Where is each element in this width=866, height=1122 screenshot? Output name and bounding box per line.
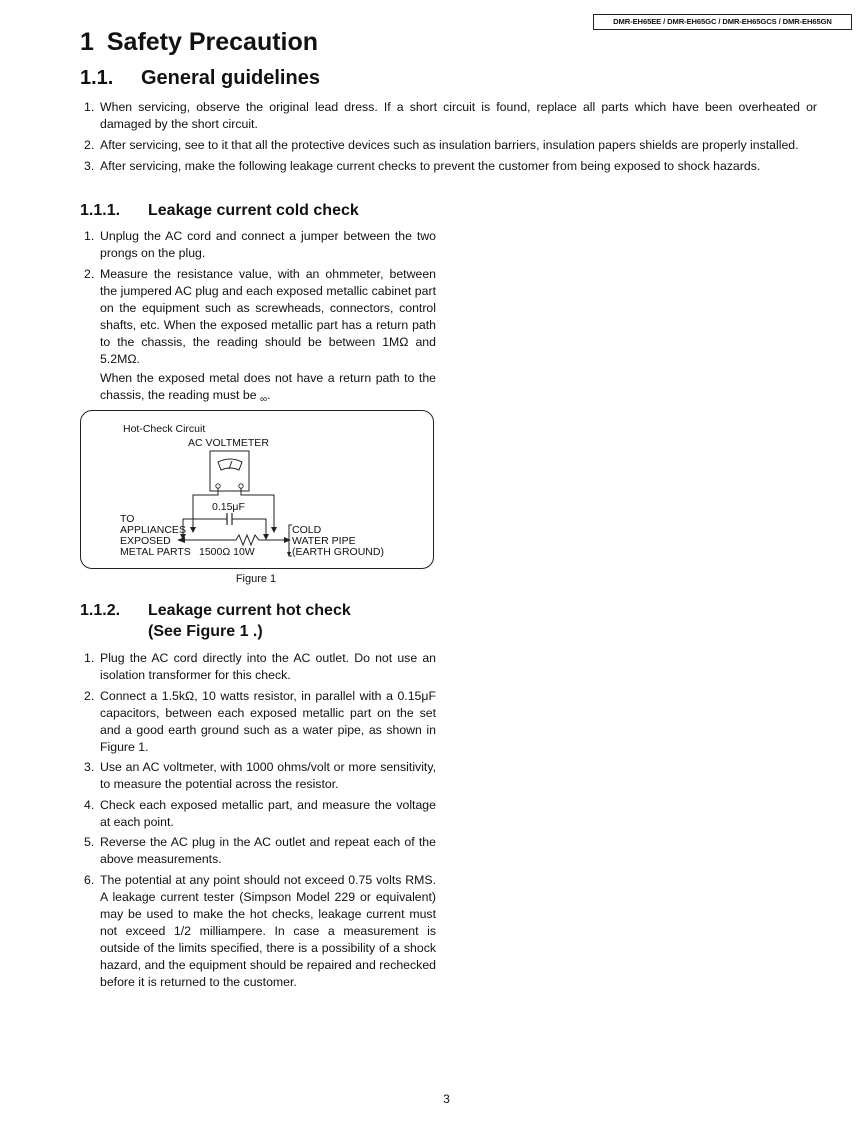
right-label-line-3: (EARTH GROUND) <box>292 546 384 558</box>
item-number: 2. <box>84 266 95 281</box>
cold-check-list <box>84 228 436 371</box>
section-title: Safety Precaution <box>106 28 319 56</box>
item-number: 4. <box>84 797 95 812</box>
item-number: 2. <box>84 688 95 703</box>
page-number: 3 <box>443 1092 450 1106</box>
item-number: 3. <box>84 159 95 173</box>
list-item <box>84 99 817 133</box>
left-label-line-4: METAL PARTS <box>120 546 191 558</box>
section-heading <box>80 28 318 57</box>
cold-check-number: 1.1.1. <box>80 202 121 219</box>
item-text: Use an AC voltmeter, with 1000 ohms/volt or more sensitivity, to measure the potential across the resistor. <box>100 760 436 791</box>
list-item <box>84 228 436 262</box>
subsection-title: General guidelines <box>141 67 320 89</box>
item-number: 5. <box>84 835 95 849</box>
item-number: 1. <box>84 651 95 665</box>
list-item <box>84 872 436 991</box>
list-item <box>84 158 817 175</box>
item-text: Check each exposed metallic part, and measure the voltage at each point. <box>100 797 436 829</box>
section-number: 1 <box>80 28 94 56</box>
general-guidelines-list <box>84 99 817 179</box>
item-number: 3. <box>84 760 95 774</box>
list-item <box>84 650 436 684</box>
item-text: Plug the AC cord directly into the AC outlet. Do not use an isolation transformer for this check. <box>100 651 436 682</box>
item-number: 1. <box>84 229 95 243</box>
hot-check-heading <box>80 600 351 642</box>
cold-check-note <box>100 370 436 408</box>
item-text: Connect a 1.5kΩ, 10 watts resistor, in parallel with a 0.15μF capacitors, between each exposed metallic part on the set and a good earth ground such as a water pipe, as shown in Figure 1. <box>100 688 436 754</box>
voltmeter-label: AC VOLTMETER <box>188 437 269 449</box>
hot-check-subtitle: (See Figure 1 .) <box>148 623 263 640</box>
item-number: 6. <box>84 872 95 887</box>
item-text: The potential at any point should not exceed 0.75 volts RMS. A leakage current tester (Simpson Model 229 or equivalent) may be used to make the hot checks, leakage current must not exceed 1/2 milliampere. In case a measurement is outside of the limits specified, there is a possibility of a shock hazard, and the equipment should be repaired and rechecked before it is returned to the customer. <box>100 872 436 989</box>
item-text: After servicing, make the following leakage current checks to prevent the customer from being exposed to shock hazards. <box>100 159 761 173</box>
list-item <box>84 759 436 793</box>
list-item <box>84 834 436 868</box>
left-label-line-3: EXPOSED <box>120 535 171 547</box>
note-text: When the exposed metal does not have a return path to the chassis, the reading must be <box>100 371 436 402</box>
model-number-header: DMR-EH65EE / DMR-EH65GC / DMR-EH65GCS / DMR-EH65GN <box>593 14 852 30</box>
resistor-label: 1500Ω 10W <box>199 546 255 558</box>
left-label-line-1: TO <box>120 513 135 525</box>
hot-check-circuit-figure <box>80 410 434 569</box>
right-label-line-1: COLD <box>292 524 322 536</box>
list-item <box>84 266 436 368</box>
item-number: 1. <box>84 100 95 114</box>
note-end: . <box>267 388 271 402</box>
subsection-number: 1.1. <box>80 67 114 89</box>
item-text: After servicing, see to it that all the protective devices such as insulation barriers, insulation papers shields are properly installed. <box>100 138 799 152</box>
item-text: Reverse the AC plug in the AC outlet and repeat each of the above measurements. <box>100 835 436 866</box>
list-item <box>84 137 817 154</box>
list-item <box>84 688 436 756</box>
subsection-heading <box>80 67 320 90</box>
item-text: Unplug the AC cord and connect a jumper between the two prongs on the plug. <box>100 229 436 260</box>
hot-check-list <box>84 650 436 994</box>
left-label-line-2: APPLIANCES <box>120 524 186 536</box>
figure-caption: Figure 1 <box>235 573 277 585</box>
voltmeter-icon <box>210 451 249 491</box>
right-label-line-2: WATER PIPE <box>292 535 356 547</box>
item-text: When servicing, observe the original lead dress. If a short circuit is found, replace all parts which have been overheated or damaged by the short circuit. <box>100 100 817 131</box>
list-item <box>84 797 436 831</box>
item-number: 2. <box>84 138 95 152</box>
hot-check-title: Leakage current hot check <box>148 602 351 619</box>
cold-check-heading <box>80 200 359 221</box>
figure-title: Hot-Check Circuit <box>123 423 206 435</box>
hot-check-number: 1.1.2. <box>80 602 121 619</box>
circuit-diagram <box>81 411 433 568</box>
cold-check-title: Leakage current cold check <box>148 202 359 219</box>
resistor-icon <box>185 535 284 545</box>
item-text: Measure the resistance value, with an ohmmeter, between the jumpered AC plug and each exposed metallic cabinet part on the equipment such as screwheads, connectors, control shafts, etc. When the exposed metallic part has a return path to the chassis, the reading should be between 1MΩ and 5.2MΩ. <box>100 266 436 366</box>
infinity-symbol: ∞ <box>259 394 268 405</box>
capacitor-label: 0.15μF <box>212 501 245 513</box>
